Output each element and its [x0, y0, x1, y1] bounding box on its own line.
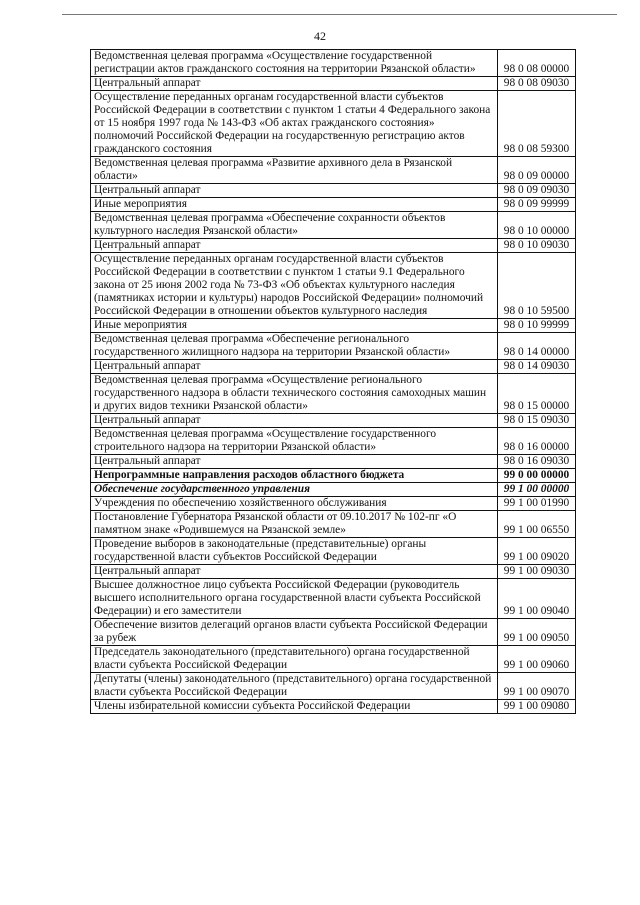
- row-name-cell: Центральный аппарат: [91, 239, 498, 253]
- row-name-cell: Центральный аппарат: [91, 565, 498, 579]
- table-row: [91, 333, 576, 360]
- row-name-cell: Центральный аппарат: [91, 184, 498, 198]
- top-border-line: [62, 14, 617, 15]
- table-row: [91, 414, 576, 428]
- row-code-cell: 99 1 00 09060: [498, 646, 576, 673]
- table-row: [91, 646, 576, 673]
- row-code-cell: 99 1 00 09050: [498, 619, 576, 646]
- table-row: [91, 77, 576, 91]
- table-row: [91, 360, 576, 374]
- table-row: [91, 469, 576, 483]
- row-code-cell: 99 1 00 09040: [498, 579, 576, 619]
- table-row: [91, 538, 576, 565]
- row-code-cell: 98 0 09 99999: [498, 198, 576, 212]
- page-number: 42: [314, 29, 326, 43]
- table-row: [91, 428, 576, 455]
- row-code-cell: 98 0 16 00000: [498, 428, 576, 455]
- table-row: [91, 239, 576, 253]
- row-name-cell: Ведомственная целевая программа «Развитие архивного дела в Рязанской области»: [91, 157, 498, 184]
- row-name-cell: Проведение выборов в законодательные (представительные) органы государственной власти субъектов Российской Федерации: [91, 538, 498, 565]
- table-row: [91, 619, 576, 646]
- table-row: [91, 497, 576, 511]
- table-row: [91, 198, 576, 212]
- row-code-cell: 98 0 15 09030: [498, 414, 576, 428]
- row-code-cell: 99 1 00 09020: [498, 538, 576, 565]
- row-name-cell: Центральный аппарат: [91, 360, 498, 374]
- row-name-cell: Ведомственная целевая программа «Осуществление регионального государственного надзора в области технического состояния самоходных машин и других видов техники Рязанской области»: [91, 374, 498, 414]
- row-name-cell: Обеспечение государственного управления: [91, 483, 498, 497]
- table-row: [91, 455, 576, 469]
- row-name-cell: Иные мероприятия: [91, 319, 498, 333]
- row-code-cell: 99 1 00 01990: [498, 497, 576, 511]
- table-row: [91, 91, 576, 157]
- row-code-cell: 98 0 14 09030: [498, 360, 576, 374]
- row-code-cell: 98 0 10 59500: [498, 253, 576, 319]
- table-row: [91, 700, 576, 714]
- row-name-cell: Центральный аппарат: [91, 77, 498, 91]
- row-name-cell: Осуществление переданных органам государственной власти субъектов Российской Федерации в соответствии с пунктом 1 статьи 9.1 Федерального закона от 25 июня 2002 года № 73-ФЗ «Об объектах культурного наследия (памятниках истории и культуры) народов Российской Федерации» полномочий Российской Федерации в отношении объектов культурного наследия: [91, 253, 498, 319]
- row-name-cell: Ведомственная целевая программа «Осуществление государственного строительного надзора на территории Рязанской области»: [91, 428, 498, 455]
- table-row: [91, 579, 576, 619]
- row-code-cell: 99 1 00 09070: [498, 673, 576, 700]
- row-name-cell: Центральный аппарат: [91, 455, 498, 469]
- table-row: [91, 565, 576, 579]
- row-code-cell: 98 0 10 09030: [498, 239, 576, 253]
- budget-table: [90, 49, 576, 714]
- row-name-cell: Непрограммные направления расходов областного бюджета: [91, 469, 498, 483]
- row-code-cell: 98 0 15 00000: [498, 374, 576, 414]
- row-code-cell: 99 1 00 00000: [498, 483, 576, 497]
- row-name-cell: Члены избирательной комиссии субъекта Российской Федерации: [91, 700, 498, 714]
- table-row: [91, 50, 576, 77]
- row-code-cell: 98 0 09 00000: [498, 157, 576, 184]
- row-code-cell: 99 1 00 09080: [498, 700, 576, 714]
- row-name-cell: Учреждения по обеспечению хозяйственного обслуживания: [91, 497, 498, 511]
- table-row: [91, 673, 576, 700]
- table-row: [91, 483, 576, 497]
- row-code-cell: 98 0 08 00000: [498, 50, 576, 77]
- row-name-cell: Ведомственная целевая программа «Обеспечение сохранности объектов культурного наследия Рязанской области»: [91, 212, 498, 239]
- row-code-cell: 98 0 08 59300: [498, 91, 576, 157]
- row-code-cell: 98 0 16 09030: [498, 455, 576, 469]
- row-code-cell: 99 1 00 06550: [498, 511, 576, 538]
- table-row: [91, 253, 576, 319]
- row-name-cell: Депутаты (члены) законодательного (представительного) органа государственной власти субъекта Российской Федерации: [91, 673, 498, 700]
- row-code-cell: 98 0 10 00000: [498, 212, 576, 239]
- table-row: [91, 511, 576, 538]
- row-name-cell: Осуществление переданных органам государственной власти субъектов Российской Федерации в соответствии с пунктом 1 статьи 4 Федерального закона от 15 ноября 1997 года № 143-ФЗ «Об актах гражданского состояния» полномочий Российской Федерации на государственную регистрацию актов гражданского состояния: [91, 91, 498, 157]
- table-row: [91, 212, 576, 239]
- budget-table-body: [91, 50, 576, 714]
- row-name-cell: Ведомственная целевая программа «Обеспечение регионального государственного жилищного надзора на территории Рязанской области»: [91, 333, 498, 360]
- row-code-cell: 98 0 08 09030: [498, 77, 576, 91]
- row-code-cell: 98 0 09 09030: [498, 184, 576, 198]
- row-name-cell: Председатель законодательного (представительного) органа государственной власти субъекта Российской Федерации: [91, 646, 498, 673]
- row-name-cell: Ведомственная целевая программа «Осуществление государственной регистрации актов гражданского состояния на территории Рязанской области»: [91, 50, 498, 77]
- row-name-cell: Постановление Губернатора Рязанской области от 09.10.2017 № 102-пг «О памятном знаке «Родившемуся на Рязанской земле»: [91, 511, 498, 538]
- row-code-cell: 98 0 10 99999: [498, 319, 576, 333]
- row-name-cell: Обеспечение визитов делегаций органов власти субъекта Российской Федерации за рубеж: [91, 619, 498, 646]
- table-row: [91, 157, 576, 184]
- row-code-cell: 99 1 00 09030: [498, 565, 576, 579]
- row-code-cell: 99 0 00 00000: [498, 469, 576, 483]
- table-row: [91, 319, 576, 333]
- row-code-cell: 98 0 14 00000: [498, 333, 576, 360]
- table-row: [91, 374, 576, 414]
- row-name-cell: Центральный аппарат: [91, 414, 498, 428]
- table-row: [91, 184, 576, 198]
- row-name-cell: Высшее должностное лицо субъекта Российской Федерации (руководитель высшего исполнительного органа государственной власти субъекта Российской Федерации) и его заместители: [91, 579, 498, 619]
- row-name-cell: Иные мероприятия: [91, 198, 498, 212]
